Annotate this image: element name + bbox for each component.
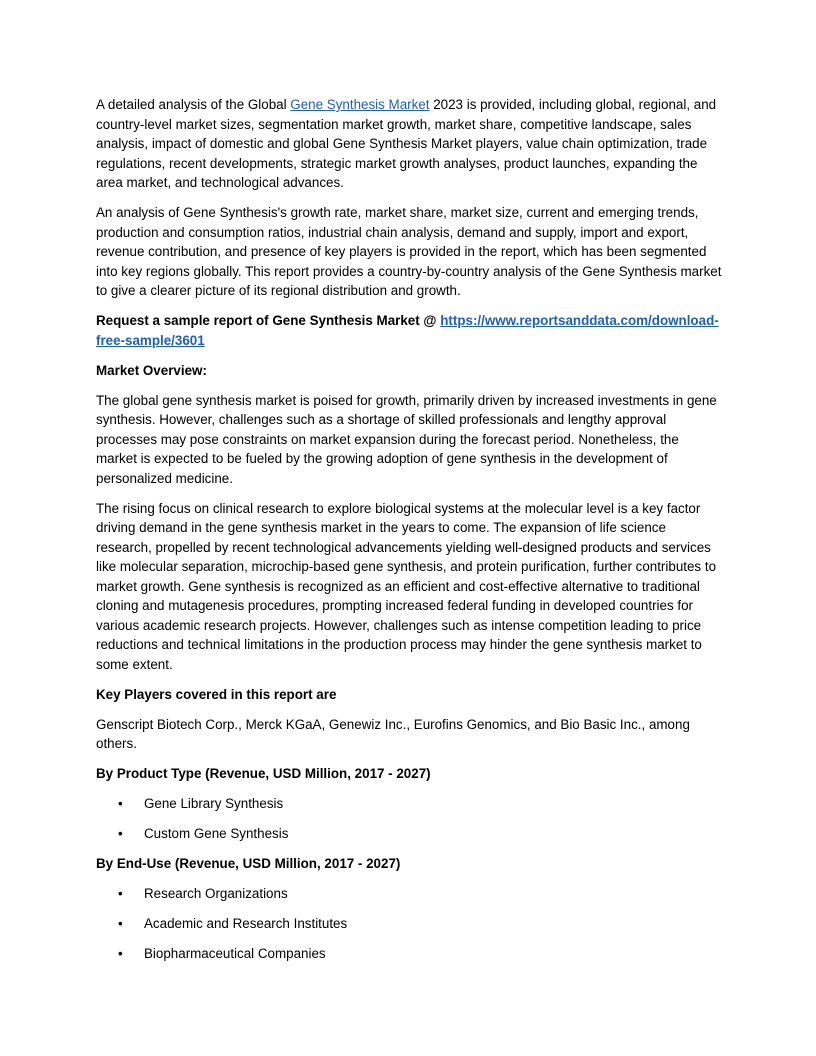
product-type-list — [96, 794, 722, 844]
key-players-heading: Key Players covered in this report are — [96, 686, 337, 702]
list-item — [96, 794, 722, 814]
bullet-icon: • — [118, 826, 123, 841]
list-item-label: Biopharmaceutical Companies — [144, 946, 326, 961]
list-item — [96, 824, 722, 844]
list-item-label: Research Organizations — [144, 886, 288, 901]
bullet-icon: • — [118, 796, 123, 811]
bullet-icon: • — [118, 946, 123, 961]
list-item — [96, 884, 722, 904]
end-use-heading: By End-Use (Revenue, USD Million, 2017 - 2027) — [96, 856, 401, 871]
list-item — [96, 944, 722, 964]
intro-paragraph — [96, 95, 722, 193]
overview-paragraph-2: The rising focus on clinical research to explore biological systems at the molecular level is a key factor driving demand in the gene synthesis market in the years to come. The expansion of life science research, propelled by recent technological advancements yielding well-designed products and services like molecular separation, microchip-based gene synthesis, and protein purification, further contributes to market growth. Gene synthesis is recognized as an efficient and cost-effective alternative to traditional cloning and mutagenesis procedures, prompting increased federal funding in developed countries for various academic research projects. However, challenges such as intense competition leading to price reductions and technical limitations in the production process may hinder the gene synthesis market to some extent. — [96, 500, 717, 672]
overview-paragraph-1: The global gene synthesis market is poised for growth, primarily driven by increased investments in gene synthesis. However, challenges such as a shortage of skilled professionals and lengthy approval processes may pose constraints on market expansion during the forecast period. Nonetheless, the market is expected to be fueled by the growing adoption of gene synthesis in the development of personalized medicine. — [96, 392, 717, 486]
document-page — [96, 95, 722, 974]
gene-synthesis-market-link[interactable]: Gene Synthesis Market — [290, 97, 430, 112]
list-item-label: Academic and Research Institutes — [144, 916, 348, 931]
sample-report-link[interactable]: https://www.reportsanddata.com/download-free-sample/3601 — [96, 313, 719, 348]
intro-suffix: 2023 is provided, including global, regional, and country-level market sizes, segmentation market growth, market share, competitive landscape, sales analysis, impact of domestic and global Gene Synthesis Market players, value chain optimization, trade regulations, recent developments, strategic market growth analyses, product launches, expanding the area market, and technological advances. — [96, 97, 717, 190]
list-item — [96, 914, 722, 934]
intro-prefix: A detailed analysis of the Global — [96, 97, 291, 112]
product-type-heading: By Product Type (Revenue, USD Million, 2017 - 2027) — [96, 766, 431, 781]
end-use-list — [96, 884, 722, 964]
list-item-label: Custom Gene Synthesis — [144, 826, 289, 841]
list-item-label: Gene Library Synthesis — [144, 796, 284, 811]
sample-request-paragraph — [96, 311, 722, 350]
market-overview-heading: Market Overview: — [96, 362, 207, 378]
analysis-paragraph: An analysis of Gene Synthesis's growth rate, market share, market size, current and emerging trends, production and consumption ratios, industrial chain analysis, demand and supply, import and export, revenue contribution, and presence of key players is provided in the report, which has been segmented into key regions globally. This report provides a country-by-country analysis of the Gene Synthesis market to give a clearer picture of its regional distribution and growth. — [96, 205, 722, 298]
bullet-icon: • — [118, 916, 123, 931]
sample-request-label: Request a sample report of Gene Synthesis Market @ — [96, 313, 441, 328]
bullet-icon: • — [118, 886, 123, 901]
key-players-list: Genscript Biotech Corp., Merck KGaA, Genewiz Inc., Eurofins Genomics, and Bio Basic Inc., among others. — [96, 716, 690, 751]
